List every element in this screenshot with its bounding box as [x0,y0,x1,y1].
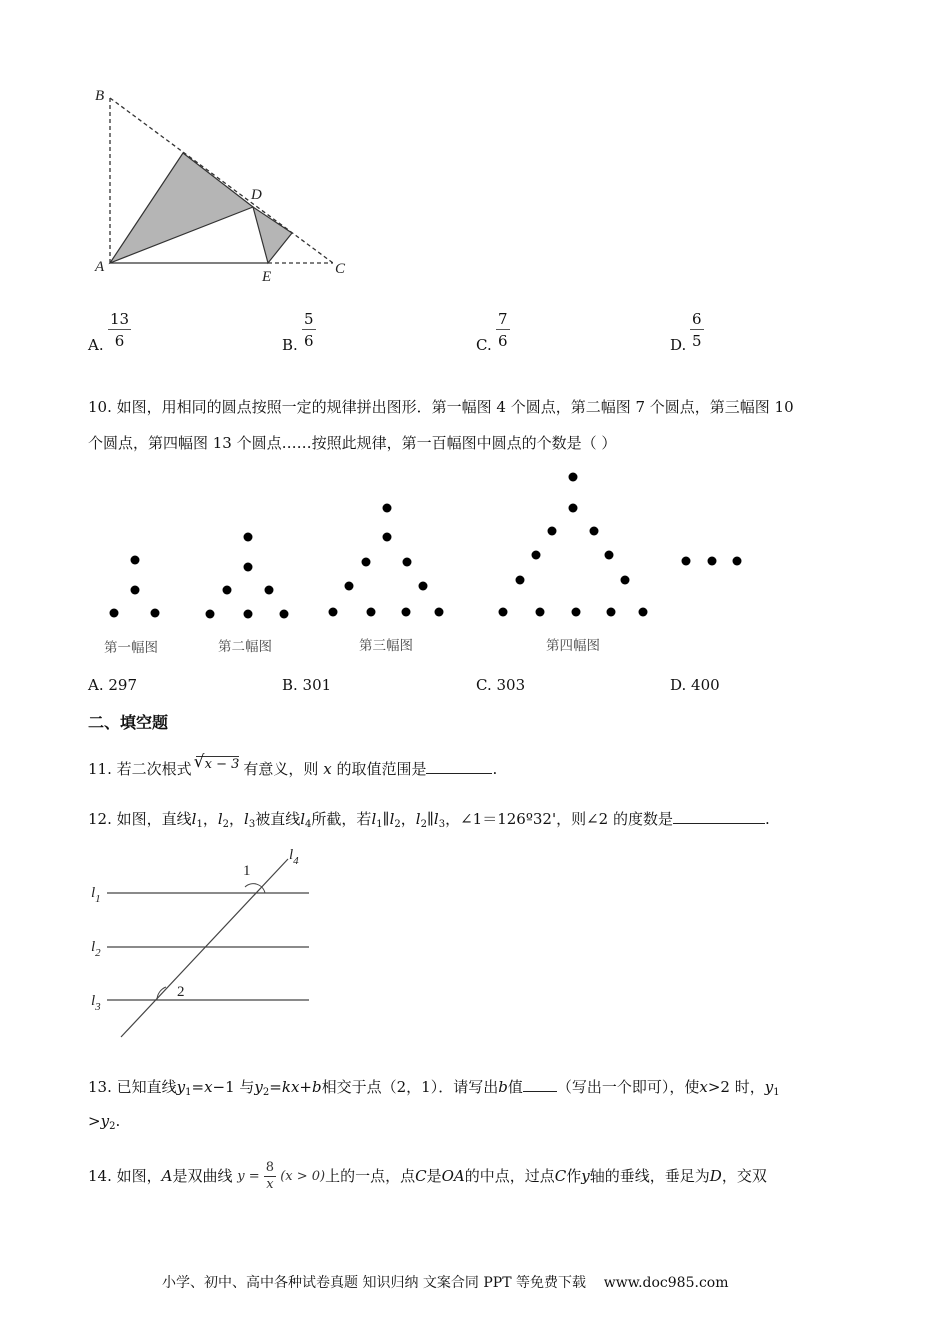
label-l1: $l_1$ [91,885,101,905]
q13-line-2: $>y_2$. [88,1112,121,1132]
label-b: B [95,88,105,104]
angle-1-arc [245,884,265,893]
q10-dot-patterns [95,465,755,630]
label-l4: $l_4$ [289,847,299,867]
label-l2: $l_2$ [91,939,101,959]
footer-text: 小学、初中、高中各种试卷真题 知识归纳 文案合同 PPT 等免费下载 [162,1275,586,1291]
caption-fig-1: 第一幅图 [104,640,158,656]
shaded-triangle-2 [253,207,292,263]
angle-1-label: 1 [243,863,251,879]
q12: 12. 如图，直线$l_1$，$l_2$，$l_3$被直线$l_4$所截，若$l_1\parallel l_2$，$l_2\parallel l_3$，∠1＝126º32'，则∠2 的度数是 . [88,810,770,830]
label-l3: $l_3$ [91,993,101,1013]
q10-line-2: 个圆点，第四幅图 13 个圆点……按照此规律，第一百幅图中圆点的个数是（ ） [88,434,617,452]
answer-blank[interactable] [426,759,492,774]
fraction: $\frac{5}{6}$ [304,310,314,350]
line-l4 [121,859,288,1037]
caption-fig-4: 第四幅图 [546,638,600,654]
sqrt-expression: √ x − 3 [196,756,240,772]
angle-2-label: 2 [177,984,185,1000]
footer [162,1272,728,1292]
q13-line-1: 13. 已知直线$y_1=x-1$ 与$y_2=kx+b$相交于点（2，1）．请写出b值 （写出一个即可），使x>2 时，$y_1$ [88,1078,780,1098]
label-d: D [251,187,262,203]
section-title: 二、填空题 [88,713,169,732]
q10-option-d[interactable]: D. 400 [670,676,720,694]
q11: 11. 若二次根式√ x − 3 有意义，则 x 的取值范围是 . [88,758,497,779]
hyperbola-equation: y = $\frac{8}{x}$ (x > 0) [237,1160,326,1193]
fraction: $\frac{13}{6}$ [110,310,130,350]
q10-line-1: 10. 如图，用相同的圆点按照一定的规律拼出图形．第一幅图 4 个圆点，第二幅图 7 个圆点，第三幅图 10 [88,398,794,416]
answer-blank[interactable] [523,1077,557,1092]
label-a: A [95,259,105,275]
footer-url[interactable]: www.doc985.com [603,1275,729,1291]
label-e: E [262,269,272,285]
q10-option-a[interactable]: A. 297 [88,676,137,694]
q9-geometry-figure [85,80,365,290]
label-c: C [335,261,346,277]
fraction: $\frac{6}{5}$ [692,310,702,350]
q10-option-b[interactable]: B. 301 [282,676,332,694]
fraction: $\frac{7}{6}$ [498,310,508,350]
q14: 14. 如图，A是双曲线 y = $\frac{8}{x}$ (x > 0)上的一点，点C是OA的中点，过点C作y轴的垂线，垂足为D，交双 [88,1152,767,1201]
answer-blank[interactable] [673,809,765,824]
shaded-triangle-1 [110,153,253,263]
caption-fig-3: 第三幅图 [359,638,413,654]
q12-parallel-lines-figure [85,845,325,1045]
caption-fig-2: 第二幅图 [218,639,272,655]
q10-option-c[interactable]: C. 303 [476,676,526,694]
